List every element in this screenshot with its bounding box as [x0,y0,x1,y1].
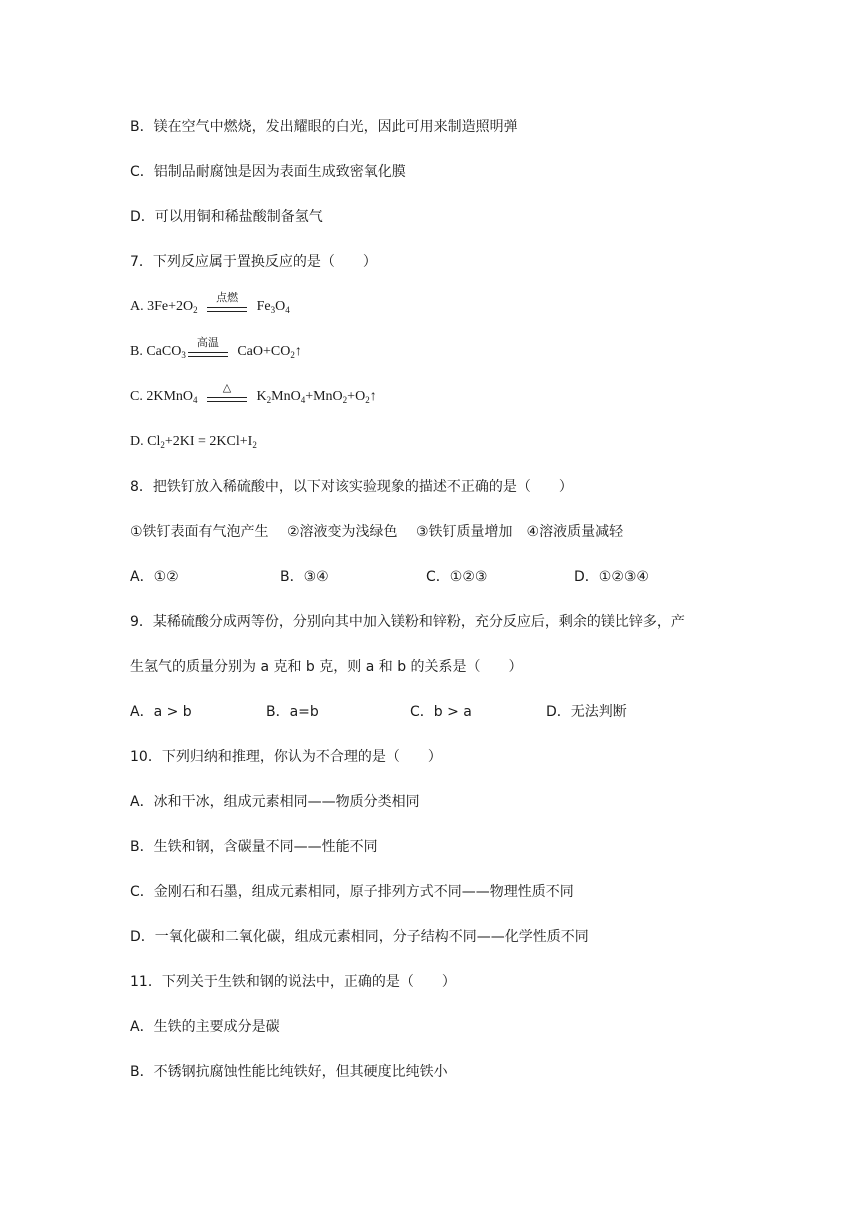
q11-option-a: A．生铁的主要成分是碳 [130,1019,280,1035]
q7-option-d [130,432,257,452]
q11-option-b: B．不锈钢抗腐蚀性能比纯铁好，但其硬度比纯铁小 [130,1064,448,1080]
equal-bar [188,352,228,353]
q6-option-c: C．铝制品耐腐蚀是因为表面生成致密氧化膜 [130,164,406,180]
reaction-condition-sign [186,336,230,362]
question-7: 7．下列反应属于置换反应的是（ ） [130,254,377,270]
eq-b-sub1: 3 [181,350,186,361]
eq-d-s1: 2 [160,440,165,450]
eq-c-s1: 2 [266,395,272,406]
question-9-line2: 生氢气的质量分别为 a 克和 b 克，则 a 和 b 的关系是（ ） [130,659,523,675]
eq-a-product: Fe [256,299,271,315]
q8-option-d: D．①②③④ [574,569,649,585]
gas-arrow-icon: ↑ [369,389,377,405]
q9-option-b: B．a=b [266,704,319,720]
eq-c-sub1: 4 [193,395,198,406]
eq-c-s2: 4 [300,395,306,406]
eq-c-p4: +O [347,389,366,405]
q7-option-a [130,291,290,317]
q9-option-c: C．b > a [410,704,472,720]
eq-a-prod-sub2: 4 [285,305,290,316]
q10-option-c: C．金刚石和石墨，组成元素相同，原子排列方式不同——物理性质不同 [130,884,574,900]
q8-option-c: C．①②③ [426,569,488,585]
q9-option-d: D．无法判断 [546,704,627,720]
eq-d-s2: 2 [252,440,257,450]
equal-bar [188,356,228,357]
eq-d-p1: D. Cl [130,434,161,449]
condition-label: 点燃 [216,291,239,304]
gas-arrow-icon: ↑ [294,344,302,360]
question-8: 8．把铁钉放入稀硫酸中，以下对该实验现象的描述不正确的是（ ） [130,479,573,495]
eq-a-prod-sub1: 3 [270,305,276,316]
eq-c-s3: 2 [342,395,348,406]
equal-bar [207,401,247,402]
eq-b-product: CaO+CO [237,344,291,360]
condition-label: 高温 [196,336,219,349]
eq-c-p1: K [256,389,267,405]
equal-bar [207,307,247,308]
reaction-condition-sign [205,291,249,317]
eq-b-prefix: B. CaCO [130,344,182,360]
q6-option-b: B．镁在空气中燃烧，发出耀眼的白光，因此可用来制造照明弹 [130,119,518,135]
question-11: 11．下列关于生铁和钢的说法中，正确的是（ ） [130,974,456,990]
q7-option-c [130,381,377,407]
eq-a-sub1: 2 [193,305,198,316]
question-10: 10．下列归纳和推理，你认为不合理的是（ ） [130,749,442,765]
eq-c-prefix: C. 2KMnO [130,389,194,405]
q10-option-a: A．冰和干冰，组成元素相同——物质分类相同 [130,794,420,810]
q7-option-b [130,336,302,362]
eq-d-p2: +2KI = 2KCl+I [164,434,253,449]
eq-b-prod-sub1: 2 [290,350,295,361]
eq-a-product2: O [275,299,286,315]
eq-c-p2: MnO [271,389,301,405]
condition-label: △ [222,381,232,394]
question-9-line1: 9．某稀硫酸分成两等份，分别向其中加入镁粉和锌粉，充分反应后，剩余的镁比锌多，产 [130,614,685,630]
q8-option-a: A．①② [130,569,179,585]
q9-option-a: A．a > b [130,704,192,720]
eq-c-s4: 2 [365,395,370,406]
reaction-condition-sign [205,381,249,407]
equal-bar [207,397,247,398]
q8-option-b: B．③④ [280,569,329,585]
q8-statements: ①铁钉表面有气泡产生 ②溶液变为浅绿色 ③铁钉质量增加 ④溶液质量减轻 [130,524,624,540]
equal-bar [207,311,247,312]
q6-option-d: D．可以用铜和稀盐酸制备氢气 [130,209,323,225]
eq-c-p3: +MnO [305,389,343,405]
q10-option-d: D．一氧化碳和二氧化碳，组成元素相同，分子结构不同——化学性质不同 [130,929,589,945]
eq-a-prefix: A. 3Fe+2O [130,299,194,315]
q10-option-b: B．生铁和钢，含碳量不同——性能不同 [130,839,378,855]
